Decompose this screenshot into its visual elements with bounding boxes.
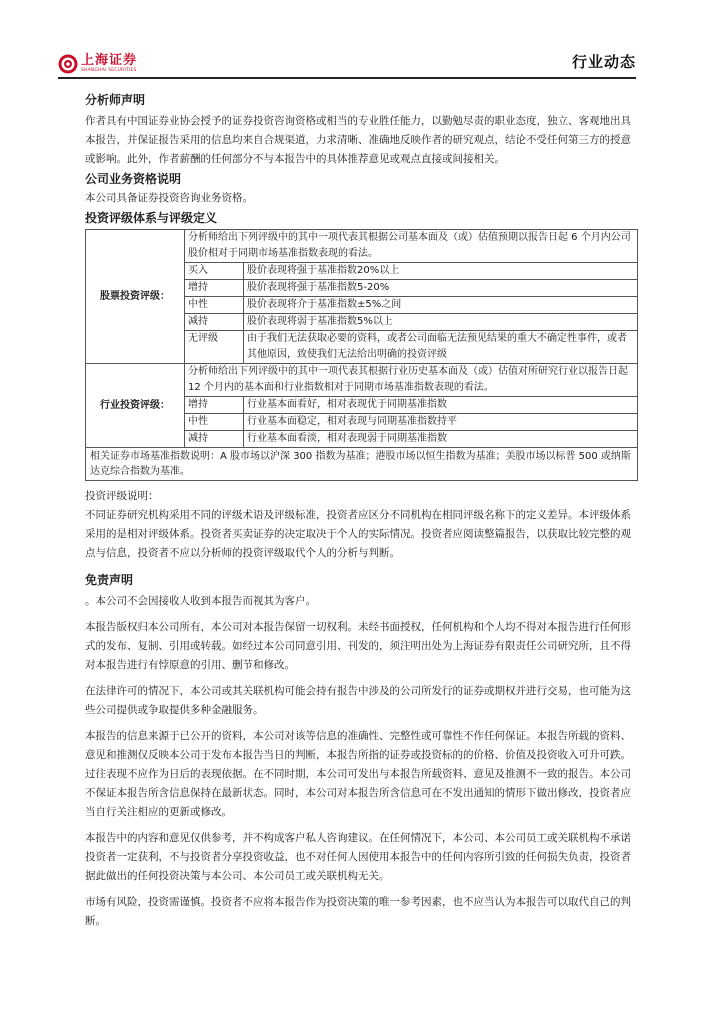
- rating-code: 减持: [185, 314, 244, 331]
- qualification-heading: 公司业务资格说明: [85, 172, 182, 186]
- stock-rating-intro: 分析师给出下列评级中的其中一项代表其根据公司基本面及（或）估值预期以报告日起 6 个月内公司股价相对于同期市场基准指数表现的看法。: [185, 230, 638, 263]
- logo-emblem-icon: [58, 54, 78, 74]
- rating-description: 由于我们无法获取必要的资料，或者公司面临无法预见结果的重大不确定性事件，或者其他原因，致使我们无法给出明确的投资评级: [244, 331, 638, 364]
- industry-rating-intro: 分析师给出下列评级中的其中一项代表其根据行业历史基本面及（或）估值对所研究行业以报告日起 12 个月内的基本面和行业指数相对于同期市场基准指数表现的看法。: [185, 364, 638, 397]
- rating-system-heading: 投资评级体系与评级定义: [85, 211, 218, 225]
- logo-name-cn: 上海证券: [81, 53, 138, 68]
- rating-description: 股价表现将弱于基准指数5%以上: [244, 314, 638, 331]
- rating-code: 中性: [185, 414, 244, 431]
- qualification-text: 本公司具备证券投资咨询业务资格。: [85, 192, 253, 204]
- stock-rating-label: 股票投资评级：: [86, 230, 185, 364]
- header-divider: [58, 77, 636, 79]
- rating-code: 增持: [185, 280, 244, 297]
- table-row: [86, 230, 638, 263]
- page-content: [85, 90, 640, 931]
- analyst-statement-text: 作者具有中国证券业协会授予的证券投资咨询资格或相当的专业胜任能力，以勤勉尽责的职业态度，独立、客观地出具本报告，并保证报告采用的信息均来自合规渠道，力求清晰、准确地反映作者的研究观点，结论不受任何第三方的授意或影响。此外，作者薪酬的任何部分不与本报告中的具体推荐意见或观点直接或间接相关。: [85, 115, 631, 165]
- table-row: [86, 364, 638, 397]
- company-logo: [58, 54, 137, 74]
- rating-description: 股价表现将强于基准指数5-20%: [244, 280, 638, 297]
- disclaimer-paragraph: 本报告的信息来源于已公开的资料，本公司对该等信息的准确性、完整性或可靠性不作任何保证。本报告所载的资料、意见和推测仅反映本公司于发布本报告当日的判断，本报告所指的证券或投资标的的价格、价值及投资收入可升可跌。过往表现不应作为日后的表现依据。在不同时期，本公司可发出与本报告所载资料、意见及推测不一致的报告。本公司不保证本报告所含信息保持在最新状态。同时，本公司对本报告所含信息可在不发出通知的情形下做出修改，投资者应当自行关注相应的更新或修改。: [85, 730, 631, 818]
- rating-code: 中性: [185, 297, 244, 314]
- disclaimer-paragraph: 本报告版权归本公司所有，本公司对本报告保留一切权利。未经书面授权，任何机构和个人均不得对本报告进行任何形式的发布、复制、引用或转载。如经过本公司同意引用、刊发的，须注明出处为上海证券有限责任公司研究所，且不得对本报告进行有悖原意的引用、删节和修改。: [85, 621, 631, 671]
- rating-description: 行业基本面看好，相对表现优于同期基准指数: [244, 397, 638, 414]
- rating-code: 增持: [185, 397, 244, 414]
- rating-explanation-text: 不同证券研究机构采用不同的评级术语及评级标准，投资者应区分不同机构在相同评级名称下的定义差异。本评级体系采用的是相对评级体系。投资者买卖证券的决定取决于个人的实际情况。投资者应阅读整篇报告，以获取比较完整的观点与信息，投资者不应以分析师的投资评级取代个人的分析与判断。: [85, 509, 631, 559]
- page-header: [0, 0, 724, 80]
- analyst-statement-heading: 分析师声明: [85, 93, 146, 107]
- rating-description: 股价表现将介于基准指数±5%之间: [244, 297, 638, 314]
- document-type-title: 行业动态: [571, 53, 636, 71]
- rating-description: 行业基本面看淡，相对表现弱于同期基准指数: [244, 431, 638, 448]
- table-row: [86, 448, 638, 481]
- disclaimer-paragraph: 在法律许可的情况下，本公司或其关联机构可能会持有报告中涉及的公司所发行的证券或期权并进行交易，也可能为这些公司提供或争取提供多种金融服务。: [85, 685, 631, 716]
- logo-name-en: SHANGHAI SECURITIES: [81, 68, 137, 73]
- benchmark-index-note: 相关证券市场基准指数说明：A 股市场以沪深 300 指数为基准；港股市场以恒生指数为基准；美股市场以标普 500 或纳斯达克综合指数为基准。: [86, 448, 638, 481]
- rating-code: 减持: [185, 431, 244, 448]
- rating-description: 股价表现将强于基准指数20%以上: [244, 263, 638, 280]
- rating-code: 买入: [185, 263, 244, 280]
- rating-definition-table: [85, 229, 638, 481]
- industry-rating-label: 行业投资评级：: [86, 364, 185, 448]
- rating-explanation-label: 投资评级说明：: [85, 490, 159, 502]
- disclaimer-paragraph: 本报告中的内容和意见仅供参考，并不构成客户私人咨询建议。在任何情况下，本公司、本公司员工或关联机构不承诺投资者一定获利，不与投资者分享投资收益，也不对任何人因使用本报告中的任何内容所引致的任何损失负责，投资者据此做出的任何投资决策与本公司、本公司员工或关联机构无关。: [85, 832, 631, 882]
- disclaimer-heading: 免责声明: [85, 573, 134, 587]
- rating-code: 无评级: [185, 331, 244, 364]
- disclaimer-paragraph: 市场有风险，投资需谨慎。投资者不应将本报告作为投资决策的唯一参考因素，也不应当认为本报告可以取代自己的判断。: [85, 896, 631, 927]
- rating-description: 行业基本面稳定，相对表现与同期基准指数持平: [244, 414, 638, 431]
- disclaimer-paragraph: 。本公司不会因接收人收到本报告而视其为客户。: [85, 595, 316, 607]
